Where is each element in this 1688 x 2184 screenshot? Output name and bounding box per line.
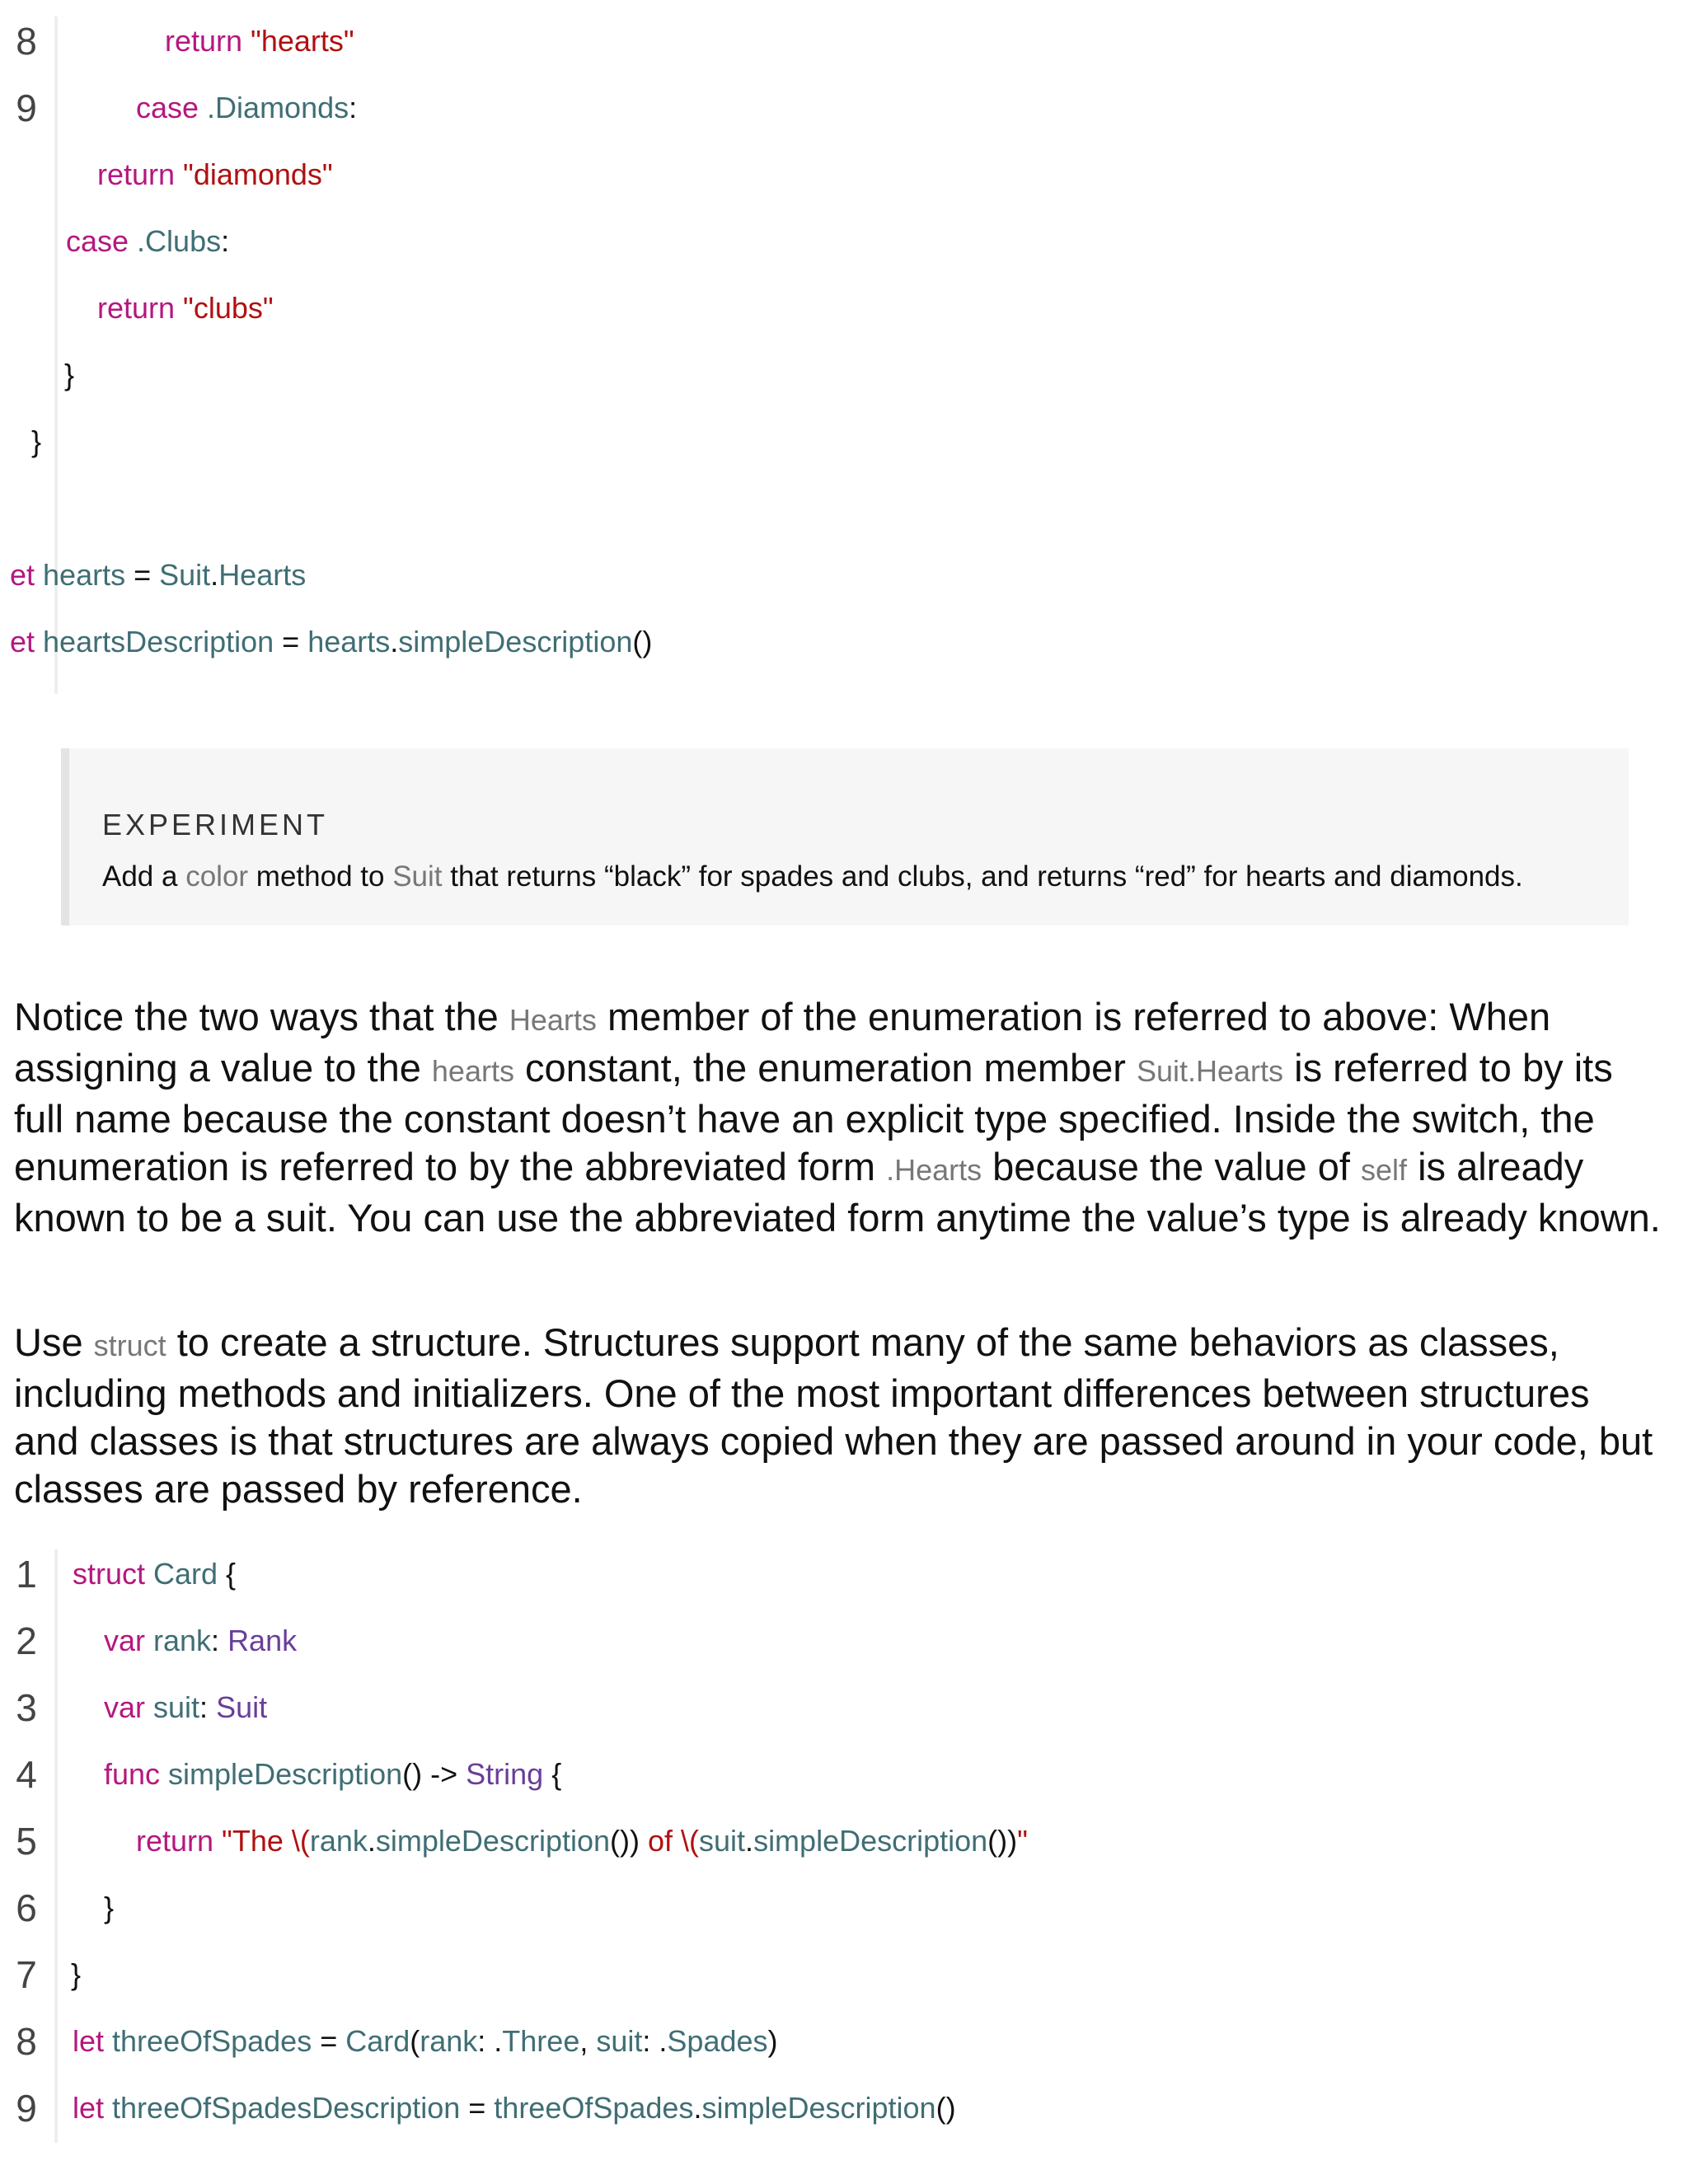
code-token: "hearts"	[251, 24, 354, 58]
code-token: Suit	[216, 1690, 268, 1724]
code-token: : .	[642, 2024, 668, 2058]
line-number: 7	[16, 1953, 37, 1996]
code-token: Three	[502, 2024, 580, 2058]
code-token: case	[66, 224, 138, 258]
code-token: Suit	[159, 558, 211, 592]
code-token: }	[71, 1957, 82, 1991]
text-run: is already known to be a suit. You can use the abbreviated form anytime the value’s type is already known.	[14, 1145, 1661, 1240]
code-token: let	[73, 2024, 113, 2058]
code-token: :	[211, 1624, 228, 1657]
code-token: simpleDescription	[753, 1824, 988, 1858]
inline-code: .Hearts	[886, 1153, 982, 1187]
line-number: 9	[16, 87, 37, 129]
inline-code: color	[185, 860, 249, 893]
code-token: suit	[699, 1824, 746, 1858]
inline-code: hearts	[431, 1054, 514, 1088]
inline-code: Suit.Hearts	[1136, 1054, 1284, 1088]
code-text	[73, 2017, 778, 2066]
code-token: =	[125, 558, 160, 592]
code-token: {	[543, 1757, 562, 1791]
code-text	[10, 551, 306, 600]
code-token: .	[367, 1824, 376, 1858]
code-token: return	[165, 24, 251, 58]
text-run: method to	[248, 860, 393, 893]
line-number: 1	[16, 1553, 37, 1596]
code-token: case	[136, 91, 208, 124]
code-token: suit	[596, 2024, 643, 2058]
code-token: threeOfSpades	[112, 2024, 312, 2058]
code-token: Card	[345, 2024, 410, 2058]
code-token: .Diamonds	[207, 91, 349, 124]
line-number: 8	[16, 2020, 37, 2063]
code-token: func	[104, 1757, 169, 1791]
inline-code: Suit	[392, 860, 443, 893]
code-token: suit	[153, 1690, 200, 1724]
code-token: (	[410, 2024, 420, 2058]
paragraph-struct-intro	[14, 1319, 1662, 1513]
code-text	[66, 217, 229, 266]
code-token: Card	[153, 1557, 218, 1591]
code-token: String	[466, 1757, 544, 1791]
inline-code: Hearts	[509, 1003, 597, 1037]
code-text	[73, 1549, 236, 1599]
text-run: to create a structure. Structures support many of the same behaviors as classes, including methods and initializers. One of the most important differences between structures and classes is that structures are always copied when they are passed around in your code, but classes are passed by reference.	[14, 1320, 1653, 1511]
experiment-text	[102, 860, 1523, 893]
code-token: rank	[309, 1824, 368, 1858]
code-token: return	[97, 157, 184, 191]
line-number: 5	[16, 1820, 37, 1863]
text-run: Use	[14, 1320, 94, 1364]
line-number: 8	[16, 20, 37, 63]
code-token: ,	[579, 2024, 597, 2058]
text-run: Add a	[102, 860, 186, 893]
code-token: Rank	[227, 1624, 298, 1657]
line-number: 6	[16, 1886, 37, 1929]
code-token: simpleDescription	[168, 1757, 403, 1791]
code-token: }	[104, 1891, 115, 1924]
line-number-gutter	[54, 1549, 58, 2143]
code-token: : .	[477, 2024, 503, 2058]
line-number: 9	[16, 2087, 37, 2130]
experiment-title: EXPERIMENT	[102, 808, 329, 841]
line-number: 2	[16, 1619, 37, 1662]
code-token: .	[210, 558, 219, 592]
code-token: ()	[632, 625, 653, 658]
text-run: constant, the enumeration member	[513, 1046, 1137, 1090]
code-text	[71, 1950, 81, 1999]
code-token: "diamonds"	[183, 157, 333, 191]
code-token: let	[73, 2091, 113, 2125]
code-text	[97, 150, 333, 199]
code-block-enum	[0, 16, 824, 694]
code-token: :	[199, 1690, 217, 1724]
code-token: simpleDescription	[375, 1824, 611, 1858]
code-token: et	[10, 558, 44, 592]
code-token: return	[97, 291, 184, 325]
code-token: "clubs"	[183, 291, 274, 325]
code-token: simpleDescription	[701, 2091, 936, 2125]
code-token: Spades	[667, 2024, 768, 2058]
code-token: }	[31, 424, 42, 458]
code-block-struct	[0, 1549, 1154, 2143]
code-token: .	[390, 625, 399, 658]
code-text	[104, 1750, 561, 1799]
code-token: :	[349, 91, 358, 124]
code-token: }	[64, 358, 75, 391]
code-token: of \(	[639, 1824, 700, 1858]
code-text	[104, 1683, 267, 1732]
inline-code: struct	[93, 1329, 166, 1362]
code-token: return	[136, 1824, 223, 1858]
code-token: :	[221, 224, 230, 258]
code-token: ())	[987, 1824, 1018, 1858]
experiment-callout	[61, 748, 1629, 926]
code-token: =	[460, 2091, 495, 2125]
code-token: Hearts	[218, 558, 307, 592]
code-token: var	[104, 1690, 154, 1724]
code-text	[97, 284, 274, 333]
code-token: .	[745, 1824, 754, 1858]
code-token: .	[693, 2091, 702, 2125]
code-token: struct	[73, 1557, 154, 1591]
code-text	[136, 1816, 1028, 1866]
code-text	[136, 83, 357, 133]
code-token: heartsDescription	[43, 625, 274, 658]
code-token: "The \(	[222, 1824, 310, 1858]
text-run: is referred to by its full name because the constant doesn’t have an explicit type specified. Inside the switch, the enumeration is referred to by the abbreviated form	[14, 1046, 1613, 1188]
code-token: =	[312, 2024, 346, 2058]
code-token: "	[1017, 1824, 1028, 1858]
code-text	[31, 417, 41, 466]
code-text	[10, 617, 652, 667]
code-token: hearts	[307, 625, 391, 658]
line-number: 3	[16, 1686, 37, 1729]
code-text	[104, 1883, 114, 1933]
line-number: 4	[16, 1753, 37, 1796]
paragraph-enum-members	[14, 993, 1662, 1242]
code-token: et	[10, 625, 44, 658]
code-token: simpleDescription	[398, 625, 633, 658]
code-token: rank	[153, 1624, 212, 1657]
text-run: that returns “black” for spades and clubs, and returns “red” for hearts and diamonds.	[442, 860, 1523, 893]
code-token: ()	[935, 2091, 956, 2125]
code-token: hearts	[43, 558, 126, 592]
code-token: )	[767, 2024, 778, 2058]
code-token: {	[218, 1557, 237, 1591]
code-token: .Clubs	[137, 224, 222, 258]
code-token: threeOfSpades	[494, 2091, 694, 2125]
code-text	[73, 2083, 956, 2133]
text-run: Notice the two ways that the	[14, 995, 509, 1038]
code-token: threeOfSpadesDescription	[112, 2091, 461, 2125]
code-text	[104, 1616, 297, 1666]
inline-code: self	[1361, 1153, 1408, 1187]
code-token: () ->	[402, 1757, 467, 1791]
code-text	[64, 350, 74, 400]
code-text	[165, 16, 354, 66]
code-token: ())	[610, 1824, 640, 1858]
code-token: rank	[420, 2024, 478, 2058]
text-run: because the value of	[982, 1145, 1361, 1188]
code-token: var	[104, 1624, 154, 1657]
code-token: =	[274, 625, 308, 658]
text-run: member of the enumeration is referred to above: When assigning a value to the	[14, 995, 1551, 1090]
